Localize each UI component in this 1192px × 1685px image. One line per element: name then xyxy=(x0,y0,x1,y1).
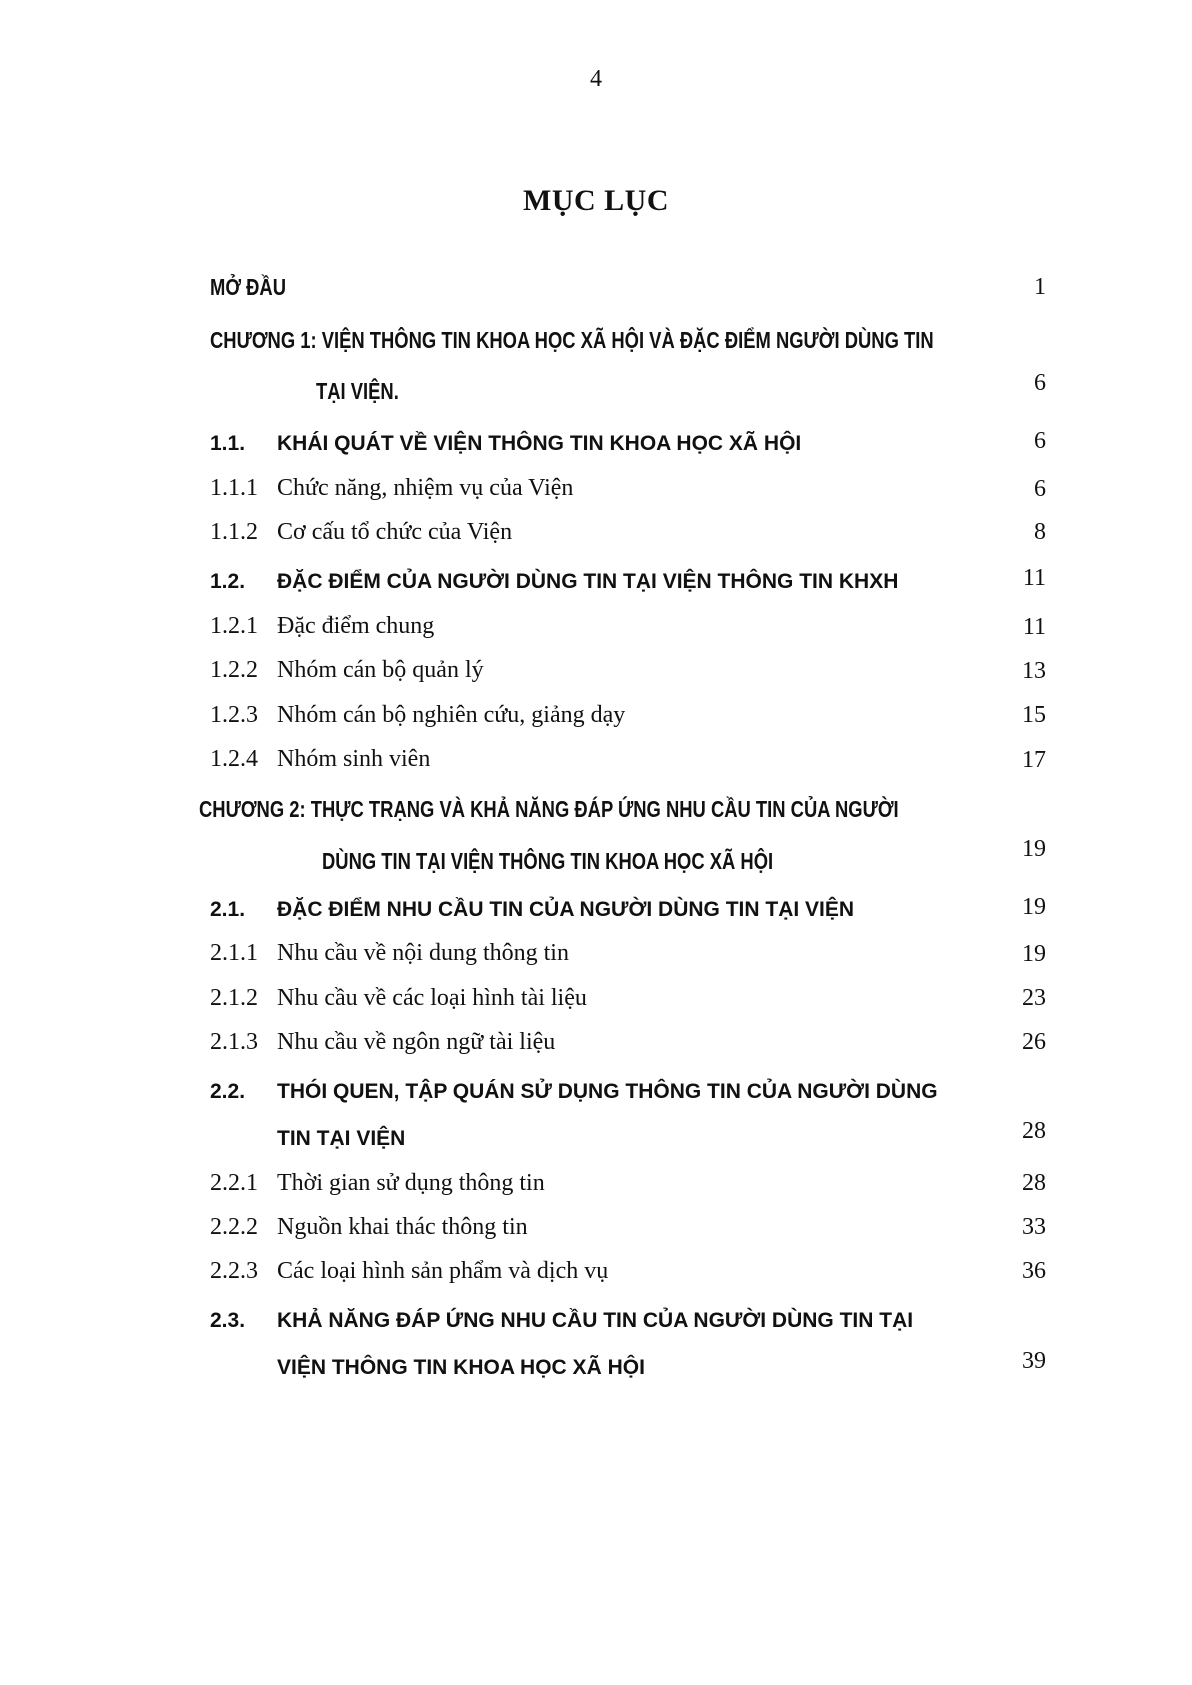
toc-subsection-1-1-1-page: 6 xyxy=(1034,476,1046,502)
toc-section-2-2-page: 28 xyxy=(1022,1118,1046,1144)
toc-section-2-2-title-line1[interactable]: THÓI QUEN, TẬP QUÁN SỬ DỤNG THÔNG TIN CỦA NGƯỜI DÙNG xyxy=(277,1080,938,1103)
toc-subsection-2-2-2-title[interactable]: Nguồn khai thác thông tin xyxy=(277,1214,528,1240)
toc-section-2-1-title[interactable]: ĐẶC ĐIỂM NHU CẦU TIN CỦA NGƯỜI DÙNG TIN TẠI VIỆN xyxy=(277,898,855,921)
toc-subsection-1-2-3-title[interactable]: Nhóm cán bộ nghiên cứu, giảng dạy xyxy=(277,702,626,728)
toc-subsection-2-2-3-number: 2.2.3 xyxy=(210,1258,258,1284)
toc-chapter-1-title-line2[interactable]: TẠI VIỆN. xyxy=(316,378,399,404)
toc-subsection-1-2-2-number: 1.2.2 xyxy=(210,657,258,683)
toc-section-2-3-page: 39 xyxy=(1022,1348,1046,1374)
toc-subsection-2-1-1-number: 2.1.1 xyxy=(210,940,258,966)
toc-subsection-2-1-3-title[interactable]: Nhu cầu về ngôn ngữ tài liệu xyxy=(277,1029,556,1055)
toc-subsection-2-2-1-number: 2.2.1 xyxy=(210,1170,258,1196)
toc-chapter-2-page: 19 xyxy=(1022,836,1046,862)
toc-section-1-2-page: 11 xyxy=(1022,565,1046,591)
toc-entry-mo-dau-title[interactable]: MỞ ĐẦU xyxy=(210,274,286,300)
toc-subsection-1-2-1-page: 11 xyxy=(1022,614,1046,640)
toc-subsection-2-1-1-title[interactable]: Nhu cầu về nội dung thông tin xyxy=(277,940,569,966)
toc-subsection-1-2-4-title[interactable]: Nhóm sinh viên xyxy=(277,746,431,772)
toc-subsection-1-2-4-page: 17 xyxy=(1022,747,1046,773)
toc-subsection-1-1-2-page: 8 xyxy=(1034,519,1046,545)
toc-subsection-2-2-2-page: 33 xyxy=(1022,1214,1046,1240)
toc-subsection-2-2-3-title[interactable]: Các loại hình sản phẩm và dịch vụ xyxy=(277,1258,609,1284)
page-number: 4 xyxy=(590,66,602,92)
toc-subsection-2-1-1-page: 19 xyxy=(1022,941,1046,967)
toc-chapter-2-title-line1[interactable]: CHƯƠNG 2: THỰC TRẠNG VÀ KHẢ NĂNG ĐÁP ỨNG NHU CẦU TIN CỦA NGƯỜI xyxy=(199,796,899,822)
toc-subsection-2-1-3-page: 26 xyxy=(1022,1029,1046,1055)
toc-subsection-1-1-2-title[interactable]: Cơ cấu tổ chức của Viện xyxy=(277,519,513,545)
toc-subsection-1-2-2-page: 13 xyxy=(1022,658,1046,684)
toc-section-2-1-page: 19 xyxy=(1022,894,1046,920)
toc-chapter-1-title-line1[interactable]: CHƯƠNG 1: VIỆN THÔNG TIN KHOA HỌC XÃ HỘI VÀ ĐẶC ĐIỂM NGƯỜI DÙNG TIN xyxy=(210,327,934,353)
toc-subsection-1-2-3-number: 1.2.3 xyxy=(210,702,258,728)
toc-subsection-1-1-1-title[interactable]: Chức năng, nhiệm vụ của Viện xyxy=(277,475,574,501)
toc-chapter-2-title-line2[interactable]: DÙNG TIN TẠI VIỆN THÔNG TIN KHOA HỌC XÃ HỘI xyxy=(322,848,774,874)
toc-subsection-2-2-1-page: 28 xyxy=(1022,1170,1046,1196)
toc-section-2-3-title-line1[interactable]: KHẢ NĂNG ĐÁP ỨNG NHU CẦU TIN CỦA NGƯỜI DÙNG TIN TẠI xyxy=(277,1309,914,1332)
toc-section-2-2-title-line2[interactable]: TIN TẠI VIỆN xyxy=(277,1127,406,1150)
toc-subsection-1-1-1-number: 1.1.1 xyxy=(210,475,258,501)
toc-chapter-1-page: 6 xyxy=(1034,370,1046,396)
toc-section-1-2-title[interactable]: ĐẶC ĐIỂM CỦA NGƯỜI DÙNG TIN TẠI VIỆN THÔNG TIN KHXH xyxy=(277,570,899,593)
toc-section-2-3-title-line2[interactable]: VIỆN THÔNG TIN KHOA HỌC XÃ HỘI xyxy=(277,1356,645,1379)
toc-section-1-2-number: 1.2. xyxy=(210,570,246,593)
toc-subsection-1-2-1-number: 1.2.1 xyxy=(210,613,258,639)
toc-subsection-2-2-3-page: 36 xyxy=(1022,1258,1046,1284)
toc-subsection-2-1-2-title[interactable]: Nhu cầu về các loại hình tài liệu xyxy=(277,985,587,1011)
toc-section-1-1-title[interactable]: KHÁI QUÁT VỀ VIỆN THÔNG TIN KHOA HỌC XÃ HỘI xyxy=(277,432,802,455)
toc-section-2-2-number: 2.2. xyxy=(210,1080,246,1103)
toc-section-1-1-number: 1.1. xyxy=(210,432,246,455)
toc-title: MỤC LỤC xyxy=(523,184,669,217)
toc-section-1-1-page: 6 xyxy=(1034,428,1046,454)
toc-subsection-2-2-1-title[interactable]: Thời gian sử dụng thông tin xyxy=(277,1170,545,1196)
toc-subsection-1-2-4-number: 1.2.4 xyxy=(210,746,258,772)
toc-subsection-2-1-2-page: 23 xyxy=(1022,985,1046,1011)
toc-subsection-1-2-1-title[interactable]: Đặc điểm chung xyxy=(277,613,435,639)
toc-subsection-1-2-2-title[interactable]: Nhóm cán bộ quản lý xyxy=(277,657,484,683)
toc-section-2-3-number: 2.3. xyxy=(210,1309,246,1332)
toc-entry-mo-dau-page: 1 xyxy=(1034,274,1046,300)
toc-subsection-2-1-3-number: 2.1.3 xyxy=(210,1029,258,1055)
toc-subsection-1-2-3-page: 15 xyxy=(1022,702,1046,728)
toc-section-2-1-number: 2.1. xyxy=(210,898,246,921)
toc-subsection-2-2-2-number: 2.2.2 xyxy=(210,1214,258,1240)
toc-subsection-1-1-2-number: 1.1.2 xyxy=(210,519,258,545)
toc-subsection-2-1-2-number: 2.1.2 xyxy=(210,985,258,1011)
